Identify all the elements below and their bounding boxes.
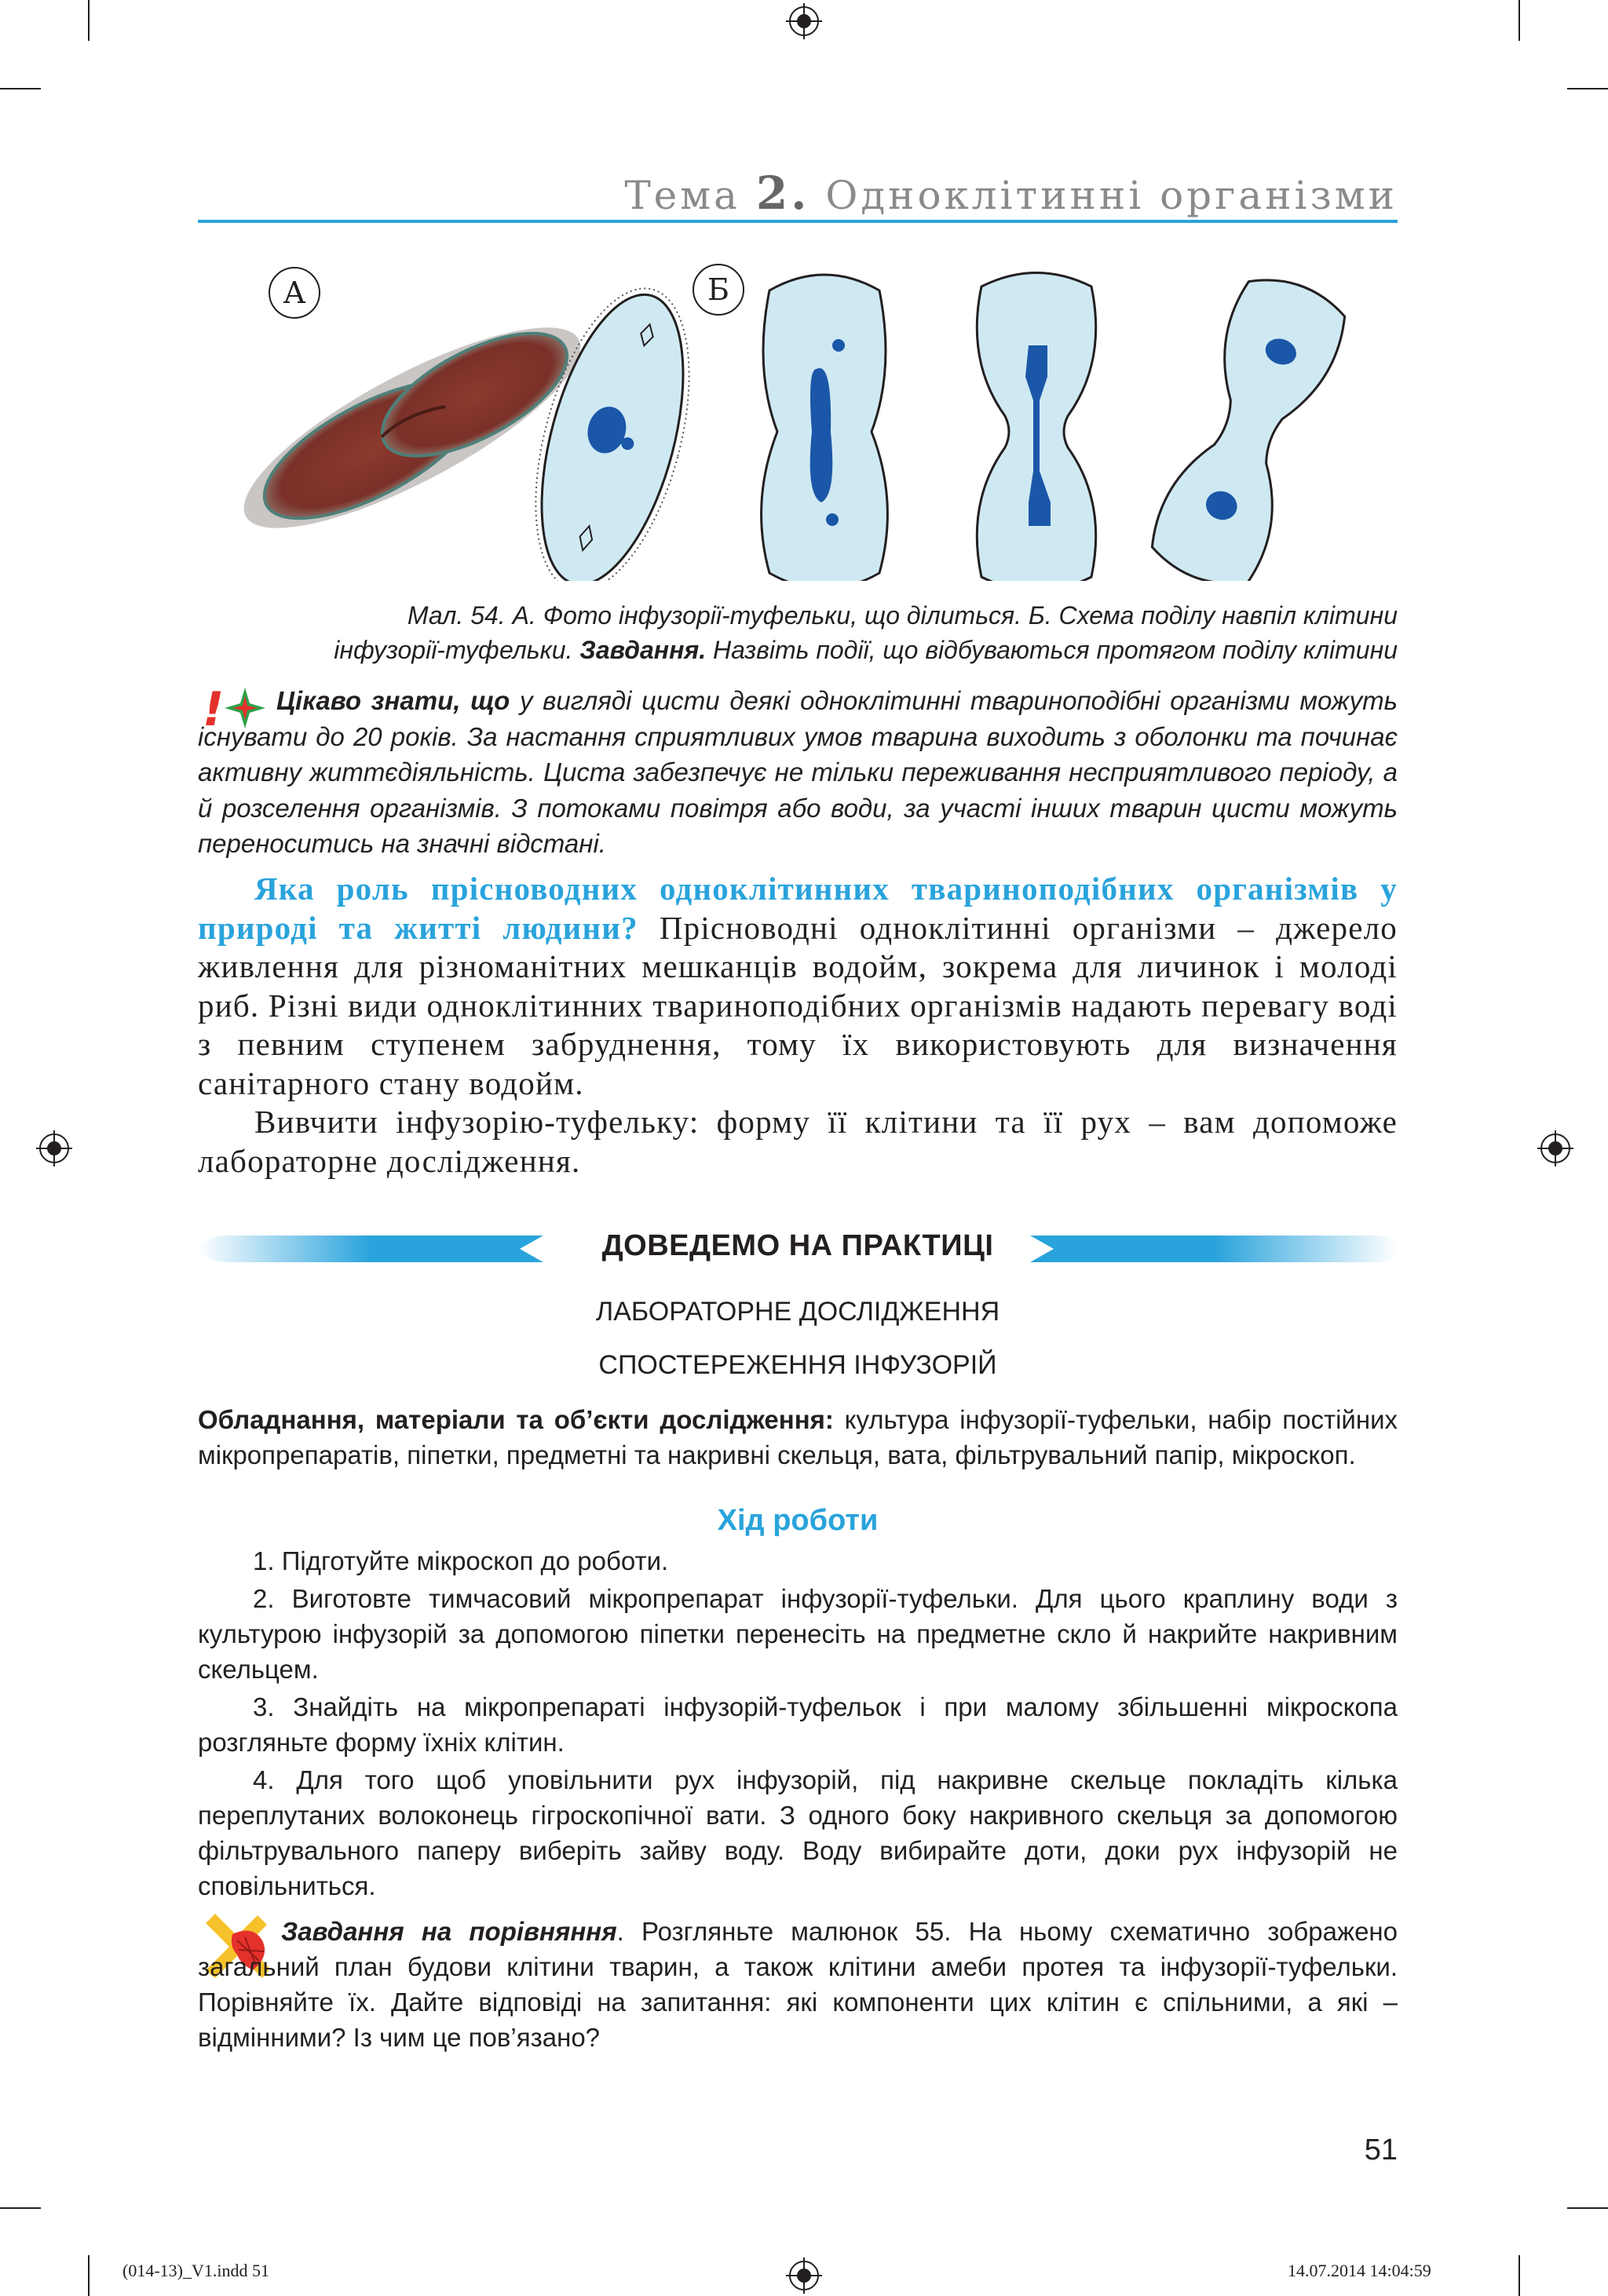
paramecium-stage-4 [1143,267,1354,581]
interesting-fact-note [198,683,1398,862]
crop-mark [0,2207,41,2209]
registration-mark-icon [786,2258,822,2294]
main-body-text [198,870,1398,1181]
paramecium-stage-3 [977,273,1095,582]
procedure-steps [198,1543,1398,1906]
figure-illustration [212,259,1405,581]
crop-mark [1518,0,1520,41]
comparison-task [198,1914,1398,2055]
registration-mark-icon [1537,1130,1573,1166]
procedure-title: Хід роботи [717,1504,879,1537]
procedure-step: 3. Знайдіть на мікропрепараті інфузорій-туфельок і при малому збільшенні мікроскопа розгляньте форму їхніх клітин. [198,1692,1398,1757]
procedure-step: 2. Виготовте тимчасовий мікропрепарат інфузорії-туфельки. Для цього краплину води з культурою інфузорій за допомогою піпетки перенесіть на предметне скло й накрийте накривним скельцем. [198,1584,1398,1684]
caption-text: інфузорії-туфельки. [334,636,580,664]
figure-label-b: Б [693,264,744,316]
caption-task-text: Назвіть події, що відбуваються протягом поділу клітини [706,636,1398,664]
interesting-text: у вигляді цисти деякі одноклітинні твариноподібні організми можуть існувати до 20 років. За настання сприятливих умов тварина виходить з оболонки та починає активну життєдіяльність. Циста забезпечує не тільки переживання несприятливого періоду, а й розселення організмів. З потоками повітря або води, за участі інших тварин цисти можуть переноситись на значні відстані. [198,686,1398,858]
registration-mark-icon [36,1130,72,1166]
procedure-step: 4. Для того щоб уповільнити рух інфузорій, під накривне скельце покладіть кілька переплутаних волоконець гігроскопічної вати. З одного боку накривного скельця за допомогою фільтрувального паперу виберіть зайву воду. Воду вибирайте доти, доки рух інфузорій не сповільниться. [198,1765,1398,1900]
header-theme-title: Одноклітинні організми [825,173,1398,218]
footer-timestamp: 14.07.2014 14:04:59 [1288,2261,1431,2280]
running-header [198,163,1398,223]
header-theme-number: 2. [755,166,810,220]
interesting-lead: Цікаво знати, що [276,686,510,715]
task-lead: Завдання на порівняння [281,1917,617,1946]
page-number: 51 [1364,2134,1398,2166]
crop-mark [1518,2255,1520,2296]
crop-mark [0,88,41,89]
figure-label-a: А [269,267,320,319]
paramecium-stage-1 [507,272,718,581]
header-title [624,166,1398,220]
task-text: . Розгляньте малюнок 55. На ньому схематично зображено загальний план будови клітини тварин, а також клітини амеби протея та інфузорії-туфельки. Порівняйте їх. Дайте відповіді на запитання: які компоненти цих клітин є спільними, а які – відмінними? Із чим це пов’язано? [198,1917,1398,2052]
crop-mark [88,2255,90,2296]
crop-mark [1567,2207,1608,2209]
caption-line-2 [198,633,1398,667]
practice-banner-title: ДОВЕДЕМО НА ПРАКТИЦІ [601,1229,994,1262]
header-theme-word: Тема [624,173,740,218]
section-answer: Прісноводні одноклітинні організми – джерело живлення для різноманітних мешканців водойм, зокрема для личинок і молоді риб. Різні види одноклітинних твариноподібних організмів надають перевагу воді з певним ступенем забруднення, тому їх використовують для визначення санітарного стану водойм. [198,909,1398,1101]
equipment-text: культура інфузорії-туфельки, набір постійних мікропрепаратів, піпетки, предметні та накривні скельця, вата, фільтрувальний папір, мікроскоп. [198,1405,1398,1469]
procedure-step: 1. Підготуйте мікроскоп до роботи. [253,1546,669,1575]
crop-mark [88,0,90,41]
paramecium-stage-2 [762,275,888,581]
lab-title: ЛАБОРАТОРНЕ ДОСЛІДЖЕННЯ [595,1297,1000,1327]
body-paragraph-2: Вивчити інфузорію-туфельку: форму її клітини та її рух – вам допоможе лабораторне дослідження. [198,1104,1398,1179]
caption-line-1: Мал. 54. А. Фото інфузорії-туфельки, що ділиться. Б. Схема поділу навпіл клітини [407,601,1398,630]
registration-mark-icon [786,3,822,39]
footer-file-info: (014-13)_V1.indd 51 [122,2261,269,2280]
equipment-paragraph [198,1402,1398,1473]
svg-text:!: ! [203,684,225,732]
section-question: Яка роль прісноводних одноклітинних твариноподібних організмів у природі та житті людини? [198,871,1398,946]
caption-task-label: Завдання. [579,636,707,664]
lab-subtitle: СПОСТЕРЕЖЕННЯ ІНФУЗОРІЙ [598,1350,997,1380]
crop-mark [1567,88,1608,89]
figure-caption [198,598,1398,667]
equipment-lead: Обладнання, матеріали та об’єкти дослідження: [198,1405,834,1434]
